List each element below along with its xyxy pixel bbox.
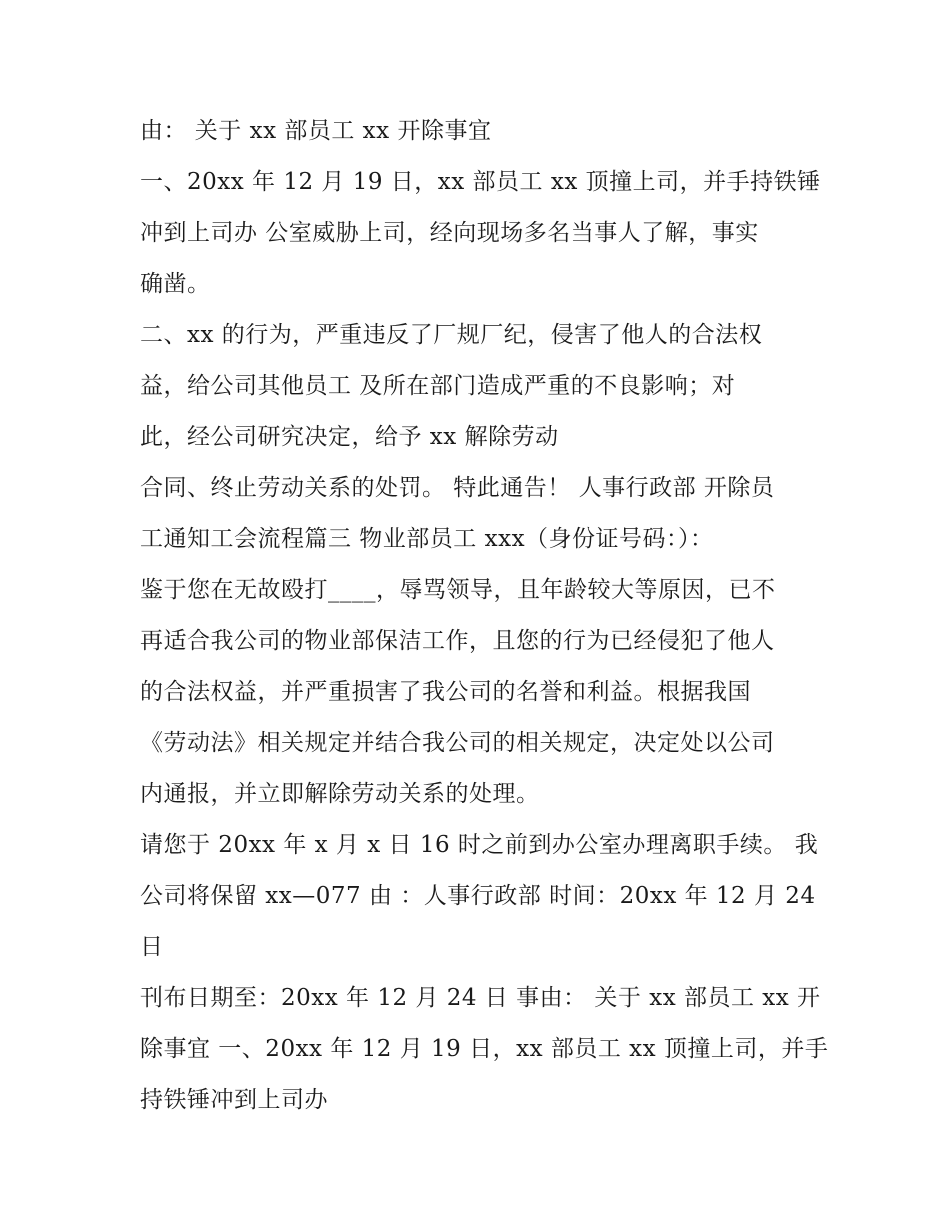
text-line-4: 确凿。 <box>140 271 211 297</box>
document-body <box>140 106 829 1126</box>
text-line-8: 合同、终止劳动关系的处罚。 特此通告！ 人事行政部 开除员 <box>140 475 775 501</box>
text-line-9: 工通知工会流程篇三 物业部员工 xxx（身份证号码：）： <box>140 526 714 552</box>
text-line-2: 一、20xx 年 12 月 19 日，xx 部员工 xx 顶撞上司，并手持铁锤 <box>140 169 821 195</box>
text-line-14: 内通报，并立即解除劳动关系的处理。 <box>140 781 540 807</box>
text-line-11: 再适合我公司的物业部保洁工作，且您的行为已经侵犯了他人 <box>140 628 775 654</box>
text-line-12: 的合法权益，并严重损害了我公司的名誉和利益。根据我国 <box>140 679 751 705</box>
text-line-17: 日 <box>140 934 164 960</box>
text-line-15: 请您于 20xx 年 x 月 x 日 16 时之前到办公室办理离职手续。 我 <box>140 832 819 858</box>
text-line-6: 益，给公司其他员工 及所在部门造成严重的不良影响；对 <box>140 373 736 399</box>
text-line-13: 《劳动法》相关规定并结合我公司的相关规定，决定处以公司 <box>140 730 775 756</box>
text-line-3: 冲到上司办 公室威胁上司，经向现场多名当事人了解，事实 <box>140 220 759 246</box>
text-line-20: 持铁锤冲到上司办 <box>140 1087 328 1113</box>
text-line-16: 公司将保留 xx—077 由 ：人事行政部 时间：20xx 年 12 月 24 <box>140 883 816 909</box>
text-line-7: 此，经公司研究决定，给予 xx 解除劳动 <box>140 424 559 450</box>
text-line-5: 二、xx 的行为，严重违反了厂规厂纪，侵害了他人的合法权 <box>140 322 763 348</box>
text-line-18: 刊布日期至：20xx 年 12 月 24 日 事由： 关于 xx 部员工 xx 开 <box>140 985 821 1011</box>
text-line-1: 由： 关于 xx 部员工 xx 开除事宜 <box>140 118 492 144</box>
text-line-10: 鉴于您在无故殴打____，辱骂领导，且年龄较大等原因，已不 <box>140 577 776 603</box>
text-line-19: 除事宜 一、20xx 年 12 月 19 日，xx 部员工 xx 顶撞上司，并手 <box>140 1036 829 1062</box>
